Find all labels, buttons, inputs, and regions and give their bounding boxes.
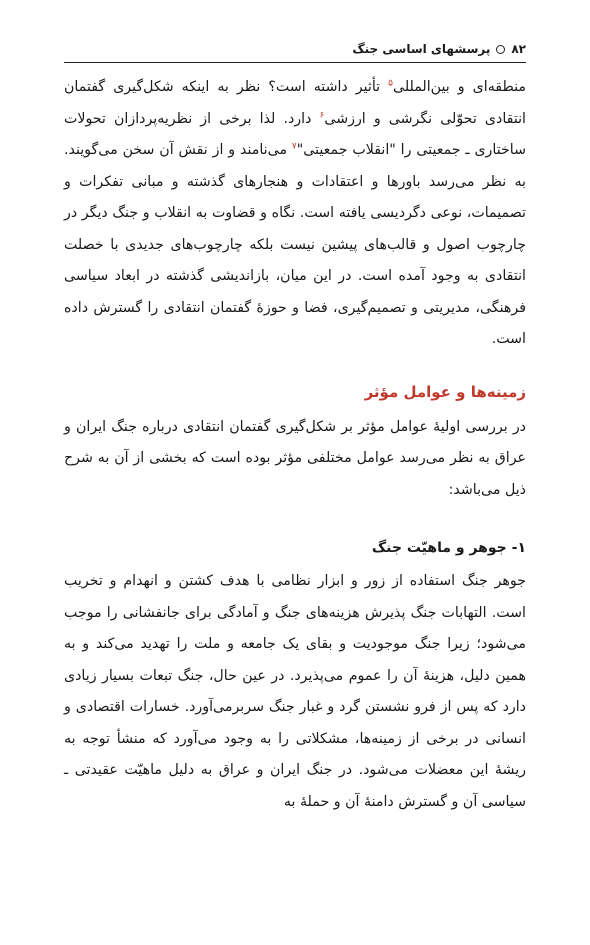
- book-title: پرسشهای اساسی جنگ: [352, 42, 491, 56]
- footnote-marker-5[interactable]: ۵: [388, 78, 393, 89]
- footnote-marker-6[interactable]: ۶: [319, 109, 325, 120]
- subsection-heading: ۱- جوهر و ماهیّت جنگ: [371, 540, 526, 556]
- paragraph-continuation: [64, 72, 526, 356]
- paragraph-text-part: تأثیر داشته است؟ نظر به اینکه شکل‌گیری گفتمان انتقادی تحوّلی نگرشی و ارزشی: [64, 79, 526, 127]
- section-heading: زمینه‌ها و عوامل مؤثر: [364, 382, 526, 401]
- subsection-body-paragraph: جوهر جنگ استفاده از زور و ابزار نظامی با هدف کشتن و انهدام و تخریب است. التهابات جنگ پذیرش هزینه‌های جنگ و آمادگی برای جانفشانی را موجب می‌شود؛ زیرا جنگ موجودیت و بقای یک جامعه و ملت را تهدید می‌کند و به همین دلیل، هزینهٔ آن را عموم می‌پذیرد. در عین حال، جنگ تبعات بسیار زیادی دارد که پس از فرو نشستن گرد و غبار جنگ سربرمی‌آورد. خسارات اقتصادی و انسانی در برخی از زمینه‌ها، مشکلاتی را به وجود می‌آورد که منشأ توجه به ریشهٔ این معضلات می‌شود. در جنگ ایران و عراق به دلیل ماهیّت عقیدتی ـ سیاسی آن و گسترش دامنهٔ آن و حملهٔ به: [64, 573, 526, 810]
- page-number: ۸۲: [511, 42, 526, 56]
- footnote-marker-7[interactable]: ۷: [291, 141, 297, 152]
- page-content: [64, 72, 526, 818]
- paragraph-text-part: منطقه‌ای و بین‌المللی: [393, 79, 526, 95]
- running-header: [64, 38, 526, 63]
- circle-bullet-icon: [496, 45, 505, 54]
- section-intro-paragraph: در بررسی اولیهٔ عوامل مؤثر بر شکل‌گیری گفتمان انتقادی درباره جنگ ایران و عراق به نظر می‌رسد عوامل مختلفی مؤثر بوده است که بخشی از آن به شرح ذیل می‌باشد:: [64, 418, 526, 498]
- paragraph-text-part: می‌نامند و از نقش آن سخن می‌گویند. به نظر می‌رسد باورها و اعتقادات و هنجارهای گذشته و مبانی تفکرات و تصمیمات، نوعی دگردیسی یافته است. نگاه و قضاوت به انقلاب و جنگ دیگر در چارچوب اصول و قالب‌های پیشین نیست بلکه چارچوب‌های جدیدی با خصلت انتقادی به وجود آمده است. در این میان، بازاندیشی گذشته در ابعاد سیاسی فرهنگی، مدیریتی و تصمیم‌گیری، فضا و حوزهٔ گفتمان انتقادی را گسترش داده است.: [64, 142, 526, 347]
- paragraph-text-part: دارد. لذا برخی از نظریه‌پردازان تحولات ساختاری ـ جمعیتی را "انقلاب جمعیتی": [64, 110, 526, 158]
